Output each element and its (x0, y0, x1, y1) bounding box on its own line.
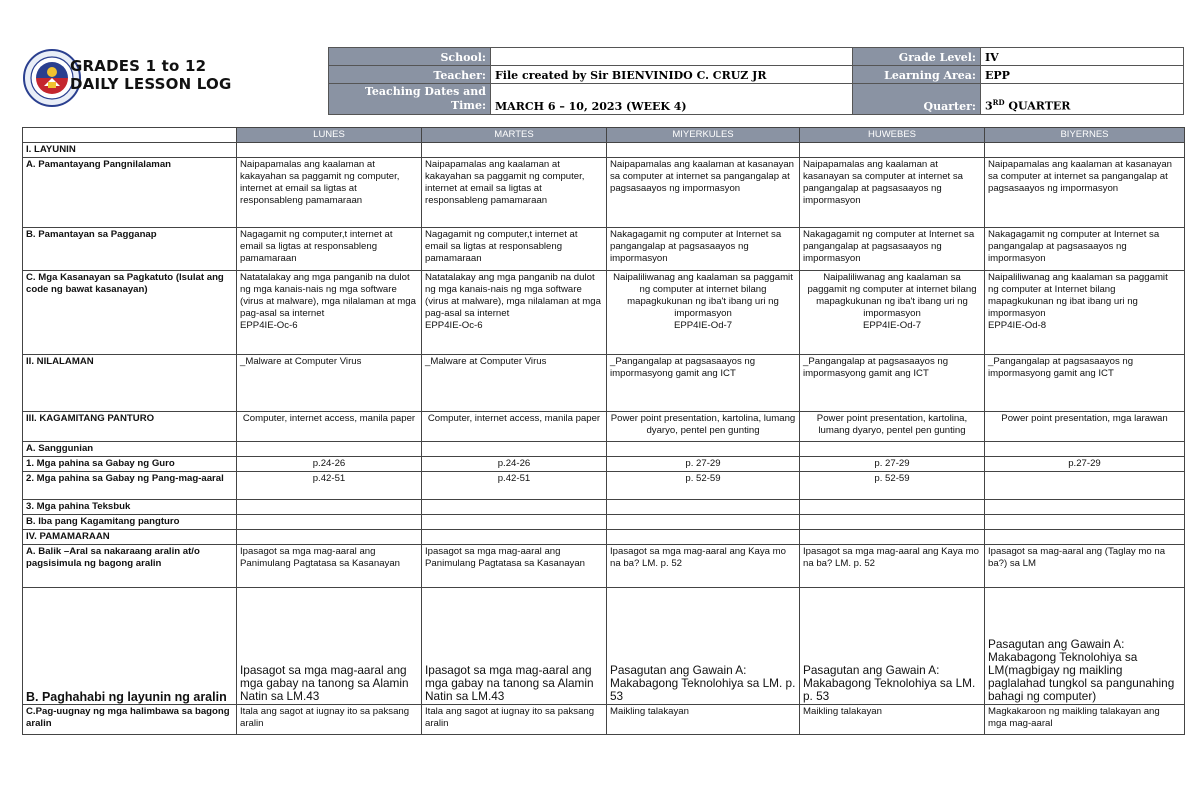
cell: Ipasagot sa mga mag-aaral ang Panimulang Pagtatasa sa Kasanayan (422, 545, 607, 588)
table-row (23, 588, 1185, 705)
cell: Itala ang sagot at iugnay ito sa paksang aralin (237, 705, 422, 735)
cell: Ipasagot sa mga mag-aaral ang Kaya mo na ba? LM. p. 52 (800, 545, 985, 588)
cell (237, 500, 422, 515)
table-row (23, 515, 1185, 530)
row-label-balik-aral: A. Balik –Aral sa nakaraang aralin at/o pagsisimula ng bagong aralin (23, 545, 237, 588)
cell: Naipapamalas ang kaalaman at kakayahan sa paggamit ng computer, internet at email sa ligtas at responsableng pamamaraan (237, 158, 422, 228)
row-label-gabay-mag-aaral: 2. Mga pahina sa Gabay ng Pang-mag-aaral (23, 472, 237, 500)
table-row (23, 143, 1185, 158)
table-row (23, 271, 1185, 355)
row-label-nilalaman: II. NILALAMAN (23, 355, 237, 412)
title-line-1: GRADES 1 to 12 (70, 57, 207, 75)
cell: Nagagamit ng computer,t internet at email sa ligtas at responsableng pamamaraan (237, 228, 422, 271)
learning-area-label: Learning Area: (853, 66, 981, 84)
cell (422, 500, 607, 515)
table-row (23, 158, 1185, 228)
cell: Maikling talakayan (607, 705, 800, 735)
title-line-2: DAILY LESSON LOG (70, 75, 232, 93)
cell: Naipaliliwanag ang kaalaman sa paggamit ng computer at Internet bilang mapagkukunan ng ibat ibang uri ng impormasyon EPP4IE-Od-8 (985, 271, 1185, 355)
cell (800, 530, 985, 545)
quarter-word: QUARTER (1004, 100, 1071, 113)
cell: _Pangangalap at pagsasaayos ng impormasyong gamit ang ICT (985, 355, 1185, 412)
document-title (70, 57, 232, 93)
cell (237, 143, 422, 158)
cell: Naipapamalas ang kaalaman at kasanayan sa computer at internet sa pangangalap at pagsasaayos ng impormasyon (985, 158, 1185, 228)
day-header-lunes: LUNES (237, 128, 422, 143)
table-row (23, 457, 1185, 472)
row-label-kagamitang-panturo: III. KAGAMITANG PANTURO (23, 412, 237, 442)
table-row (23, 530, 1185, 545)
quarter-label: Quarter: (853, 84, 981, 115)
lesson-log-table (22, 127, 1185, 735)
cell (607, 515, 800, 530)
lesson-info-table (328, 47, 1184, 115)
cell: _Malware at Computer Virus (422, 355, 607, 412)
row-label-pamantayang-pangnilalaman: A. Pamantayang Pangnilalaman (23, 158, 237, 228)
cell: Naipaliliwanag ang kaalaman sa paggamit ng computer at internet bilang mapagkukunan ng iba't ibang uri ng impormasyon EPP4IE-Od-7 (607, 271, 800, 355)
cell: Naipapamalas ang kaalaman at kasanayan sa computer at internet sa pangangalap at pagsasaayos ng impormasyon (800, 158, 985, 228)
grade-level-value: IV (981, 48, 1184, 66)
day-header-row (23, 128, 1185, 143)
row-label-teksbuk: 3. Mga pahina Teksbuk (23, 500, 237, 515)
cell: Ipasagot sa mga mag-aaral ang Kaya mo na ba? LM. p. 52 (607, 545, 800, 588)
cell: p. 27-29 (800, 457, 985, 472)
cell: Computer, internet access, manila paper (422, 412, 607, 442)
cell: Ipasagot sa mga mag-aaral ang mga gabay na tanong sa Alamin Natin sa LM.43 (422, 588, 607, 705)
quarter-value (981, 84, 1184, 115)
table-row (23, 442, 1185, 457)
cell: p.27-29 (985, 457, 1185, 472)
cell (422, 442, 607, 457)
cell (422, 515, 607, 530)
table-row (23, 705, 1185, 735)
cell: p. 52-59 (607, 472, 800, 500)
cell (985, 515, 1185, 530)
cell (422, 530, 607, 545)
cell: Pasagutan ang Gawain A: Makabagong Teknolohiya sa LM. p. 53 (607, 588, 800, 705)
cell (800, 500, 985, 515)
table-row (23, 228, 1185, 271)
cell: Itala ang sagot at iugnay ito sa paksang aralin (422, 705, 607, 735)
quarter-suffix: RD (992, 98, 1005, 108)
teaching-dates-value: MARCH 6 – 10, 2023 (WEEK 4) (491, 84, 853, 115)
cell: Ipasagot sa mga mag-aaral ang Panimulang Pagtatasa sa Kasanayan (237, 545, 422, 588)
day-header-miyerkules: MIYERKULES (607, 128, 800, 143)
cell: Pasagutan ang Gawain A: Makabagong Teknolohiya sa LM(magbigay ng maikling paglalahad tungkol sa pangunahing bahagi ng computer) (985, 588, 1185, 705)
cell: p.24-26 (422, 457, 607, 472)
cell (237, 530, 422, 545)
cell: _Pangangalap at pagsasaayos ng impormasyong gamit ang ICT (800, 355, 985, 412)
teacher-value: File created by Sir BIENVINIDO C. CRUZ JR (491, 66, 853, 84)
cell (985, 472, 1185, 500)
cell: _Malware at Computer Virus (237, 355, 422, 412)
cell (607, 143, 800, 158)
table-row (23, 545, 1185, 588)
row-label-kasanayan: C. Mga Kasanayan sa Pagkatuto (Isulat ang code ng bawat kasanayan) (23, 271, 237, 355)
day-header-biyernes: BIYERNES (985, 128, 1185, 143)
cell: Naipapamalas ang kaalaman at kakayahan sa paggamit ng computer, internet at email sa ligtas at responsableng pamamaraan (422, 158, 607, 228)
quarter-number: 3 (985, 100, 993, 113)
cell: p.42-51 (237, 472, 422, 500)
cell: p.24-26 (237, 457, 422, 472)
cell (422, 143, 607, 158)
cell: Naipapamalas ang kaalaman at kasanayan sa computer at internet sa pangangalap at pagsasaayos ng impormasyon (607, 158, 800, 228)
row-label-layunin: I. LAYUNIN (23, 143, 237, 158)
cell: Ipasagot sa mag-aaral ang (Taglay mo na ba?) sa LM (985, 545, 1185, 588)
cell (985, 530, 1185, 545)
row-label-paghahabi: B. Paghahabi ng layunin ng aralin (23, 588, 237, 705)
cell: p. 27-29 (607, 457, 800, 472)
cell (985, 500, 1185, 515)
row-label-pamamaraan: IV. PAMAMARAAN (23, 530, 237, 545)
cell: Nakagagamit ng computer at Internet sa pangangalap at pagsasaayos ng impormasyon (985, 228, 1185, 271)
table-row (23, 472, 1185, 500)
cell: Nagagamit ng computer,t internet at email sa ligtas at responsableng pamamaraan (422, 228, 607, 271)
table-row (23, 355, 1185, 412)
cell: Computer, internet access, manila paper (237, 412, 422, 442)
cell (237, 442, 422, 457)
cell (985, 143, 1185, 158)
table-row (23, 412, 1185, 442)
cell (800, 143, 985, 158)
teacher-label: Teacher: (329, 66, 491, 84)
cell: Power point presentation, mga larawan (985, 412, 1185, 442)
cell: Nakagagamit ng computer at Internet sa pangangalap at pagsasaayos ng impormasyon (800, 228, 985, 271)
row-label-pag-uugnay: C.Pag-uugnay ng mga halimbawa sa bagong aralin (23, 705, 237, 735)
cell: Natatalakay ang mga panganib na dulot ng mga kanais-nais ng mga software (virus at malware), mga nilalaman at mga pag-asal sa internet EPP4IE-Oc-6 (237, 271, 422, 355)
cell (985, 442, 1185, 457)
cell (607, 500, 800, 515)
school-value (491, 48, 853, 66)
learning-area-value: EPP (981, 66, 1184, 84)
teaching-dates-label: Teaching Dates and Time: (329, 84, 491, 115)
cell: Nakagagamit ng computer at Internet sa pangangalap at pagsasaayos ng impormasyon (607, 228, 800, 271)
cell (607, 530, 800, 545)
cell: Natatalakay ang mga panganib na dulot ng mga kanais-nais ng mga software (virus at malware), mga nilalaman at mga pag-asal sa internet EPP4IE-Oc-6 (422, 271, 607, 355)
cell: _Pangangalap at pagsasaayos ng impormasyong gamit ang ICT (607, 355, 800, 412)
day-header-huwebes: HUWEBES (800, 128, 985, 143)
cell (800, 442, 985, 457)
row-label-gabay-guro: 1. Mga pahina sa Gabay ng Guro (23, 457, 237, 472)
cell: Pasagutan ang Gawain A: Makabagong Teknolohiya sa LM. p. 53 (800, 588, 985, 705)
table-row (23, 500, 1185, 515)
row-label-sanggunian: A. Sanggunian (23, 442, 237, 457)
cell: Maikling talakayan (800, 705, 985, 735)
school-label: School: (329, 48, 491, 66)
cell (607, 442, 800, 457)
corner-cell (23, 128, 237, 143)
day-header-martes: MARTES (422, 128, 607, 143)
grade-level-label: Grade Level: (853, 48, 981, 66)
cell: Naipaliliwanag ang kaalaman sa paggamit ng computer at internet bilang mapagkukunan ng iba't ibang uri ng impormasyon EPP4IE-Od-7 (800, 271, 985, 355)
cell: Ipasagot sa mga mag-aaral ang mga gabay na tanong sa Alamin Natin sa LM.43 (237, 588, 422, 705)
row-label-iba-pang-kagamitan: B. Iba pang Kagamitang pangturo (23, 515, 237, 530)
cell: p.42-51 (422, 472, 607, 500)
cell: p. 52-59 (800, 472, 985, 500)
cell (237, 515, 422, 530)
cell: Magkakaroon ng maikling talakayan ang mga mag-aaral (985, 705, 1185, 735)
row-label-pamantayan-sa-pagganap: B. Pamantayan sa Pagganap (23, 228, 237, 271)
cell: Power point presentation, kartolina, lumang dyaryo, pentel pen gunting (800, 412, 985, 442)
cell (800, 515, 985, 530)
cell: Power point presentation, kartolina, lumang dyaryo, pentel pen gunting (607, 412, 800, 442)
